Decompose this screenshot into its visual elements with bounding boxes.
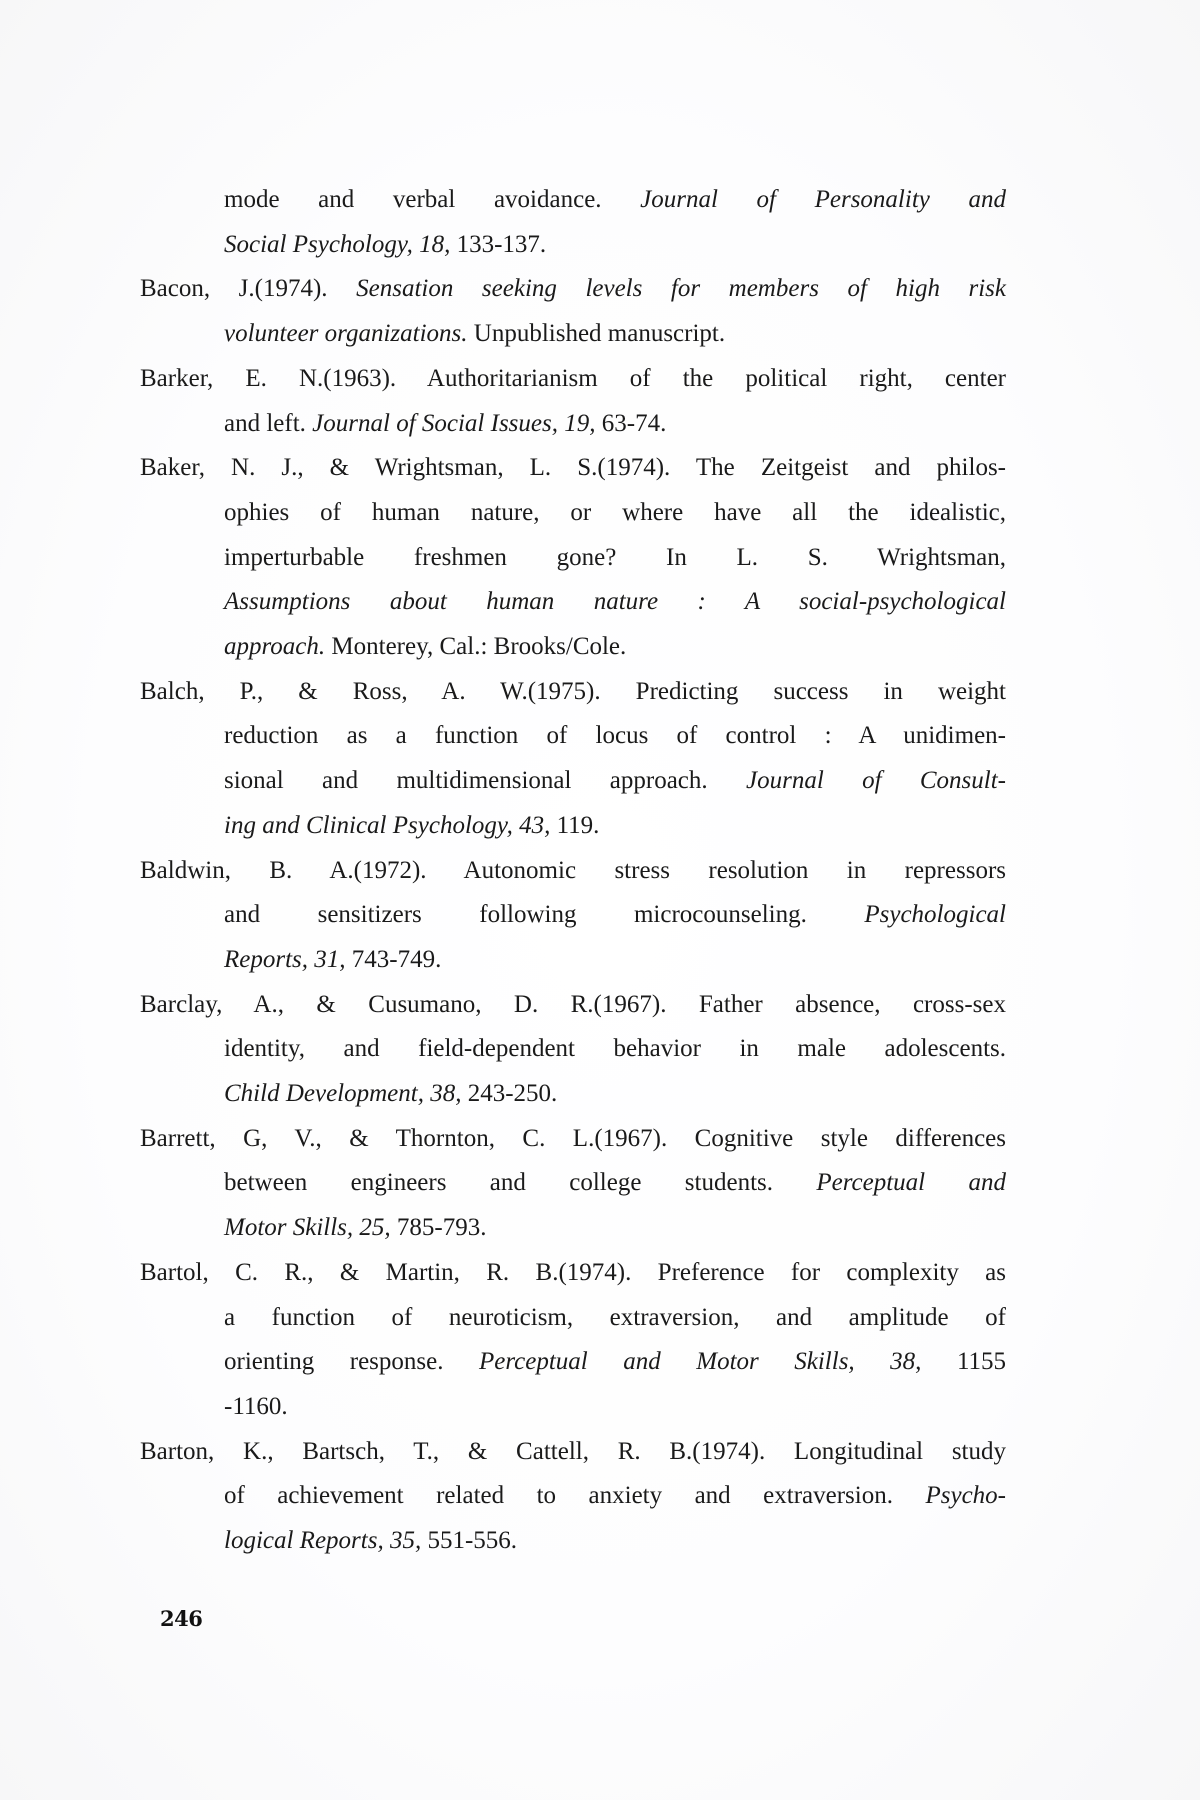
reference-line xyxy=(140,1117,1006,1162)
reference-entry xyxy=(140,357,1006,446)
italic-text: Social Psychology, 18, xyxy=(224,230,451,258)
reference-line xyxy=(140,267,1006,312)
text: 1155 xyxy=(921,1348,1007,1376)
italic-text: Sensation seeking levels for members of high risk xyxy=(356,275,1007,303)
italic-text: Psycho- xyxy=(925,1482,1006,1510)
reference-line xyxy=(140,1072,1006,1117)
text: Monterey, Cal.: Brooks/Cole. xyxy=(325,633,627,661)
reference-line xyxy=(140,357,1006,402)
reference-line xyxy=(140,1027,1006,1072)
reference-entry xyxy=(140,1117,1006,1251)
text: Baker, N. J., & Wrightsman, L. S.(1974). The Zeitgeist and philos- xyxy=(140,454,1006,482)
text: Bartol, C. R., & Martin, R. B.(1974). Preference for complexity as xyxy=(140,1258,1006,1286)
reference-line xyxy=(140,1251,1006,1296)
reference-line xyxy=(140,714,1006,759)
italic-text: Reports, 31, xyxy=(224,945,346,973)
text: and left. xyxy=(224,409,313,437)
reference-line xyxy=(140,938,1006,983)
text: Barrett, G, V., & Thornton, C. L.(1967). Cognitive style differences xyxy=(140,1124,1006,1152)
text: sional and multidimensional approach. xyxy=(224,767,746,795)
reference-line xyxy=(140,1519,1006,1564)
text: 63-74. xyxy=(595,409,667,437)
italic-text: volunteer organizations. xyxy=(224,320,468,348)
reference-line xyxy=(140,178,1006,223)
text: 133-137. xyxy=(450,230,547,258)
reference-list xyxy=(140,178,1006,1564)
reference-line xyxy=(140,804,1006,849)
reference-line xyxy=(140,1385,1006,1430)
page-number: 246 xyxy=(160,1606,203,1631)
text: 119. xyxy=(550,811,600,839)
text: imperturbable freshmen gone? In L. S. Wrightsman, xyxy=(224,543,1006,571)
text: orienting response. xyxy=(224,1348,479,1376)
reference-line xyxy=(140,536,1006,581)
reference-entry xyxy=(140,267,1006,356)
reference-line xyxy=(140,491,1006,536)
italic-text: Perceptual and Motor Skills, 38, xyxy=(479,1348,922,1376)
text: Barker, E. N.(1963). Authoritarianism of the political right, center xyxy=(140,364,1006,392)
reference-line xyxy=(140,849,1006,894)
reference-line xyxy=(140,402,1006,447)
text: 785-793. xyxy=(390,1214,487,1242)
text: Baldwin, B. A.(1972). Autonomic stress resolution in repressors xyxy=(140,856,1006,884)
text: identity, and field-dependent behavior in male adolescents. xyxy=(224,1035,1006,1063)
italic-text: ing and Clinical Psychology, 43, xyxy=(224,811,551,839)
reference-line xyxy=(140,1161,1006,1206)
reference-line xyxy=(140,223,1006,268)
text: mode and verbal avoidance. xyxy=(224,186,641,213)
text: and sensitizers following microcounseling. xyxy=(224,901,865,929)
text: ophies of human nature, or where have all the idealistic, xyxy=(224,498,1006,526)
italic-text: Child Development, 38, xyxy=(224,1080,462,1108)
reference-entry xyxy=(140,670,1006,849)
reference-entry xyxy=(140,1251,1006,1430)
italic-text: logical Reports, 35, xyxy=(224,1527,422,1555)
reference-line xyxy=(140,1340,1006,1385)
reference-line xyxy=(140,1430,1006,1475)
reference-line xyxy=(140,759,1006,804)
reference-line xyxy=(140,893,1006,938)
text: 551-556. xyxy=(421,1527,518,1555)
text: a function of neuroticism, extraversion, and amplitude of xyxy=(224,1303,1006,1331)
italic-text: approach. xyxy=(224,633,326,661)
text: of achievement related to anxiety and extraversion. xyxy=(224,1482,926,1510)
text: reduction as a function of locus of control : A unidimen- xyxy=(224,722,1006,750)
text: Barton, K., Bartsch, T., & Cattell, R. B.(1974). Longitudinal study xyxy=(140,1437,1006,1465)
reference-line xyxy=(140,670,1006,715)
reference-line xyxy=(140,446,1006,491)
italic-text: Assumptions about human nature : A social-psychological xyxy=(224,588,1006,616)
text: 243-250. xyxy=(461,1080,558,1108)
reference-entry xyxy=(140,1430,1006,1564)
text: between engineers and college students. xyxy=(224,1169,817,1197)
reference-line xyxy=(140,1296,1006,1341)
reference-line xyxy=(140,1474,1006,1519)
reference-entry xyxy=(140,983,1006,1117)
text: -1160. xyxy=(224,1392,288,1420)
text: Barclay, A., & Cusumano, D. R.(1967). Father absence, cross-sex xyxy=(140,990,1006,1018)
reference-line xyxy=(140,983,1006,1028)
text: Balch, P., & Ross, A. W.(1975). Predicting success in weight xyxy=(140,677,1006,705)
reference-entry xyxy=(140,849,1006,983)
reference-line xyxy=(140,580,1006,625)
italic-text: Journal of Social Issues, 19, xyxy=(312,409,596,437)
reference-line xyxy=(140,312,1006,357)
italic-text: Journal of Consult- xyxy=(746,767,1006,795)
reference-entry xyxy=(140,446,1006,670)
text: Unpublished manuscript. xyxy=(467,320,726,348)
reference-line xyxy=(140,1206,1006,1251)
italic-text: Psychological xyxy=(864,901,1006,929)
italic-text: Journal of Personality and xyxy=(640,186,1006,213)
italic-text: Perceptual and xyxy=(816,1169,1006,1197)
reference-entry xyxy=(140,178,1006,267)
reference-line xyxy=(140,625,1006,670)
text: Bacon, J.(1974). xyxy=(140,275,357,303)
italic-text: Motor Skills, 25, xyxy=(224,1214,391,1242)
text: 743-749. xyxy=(345,945,442,973)
